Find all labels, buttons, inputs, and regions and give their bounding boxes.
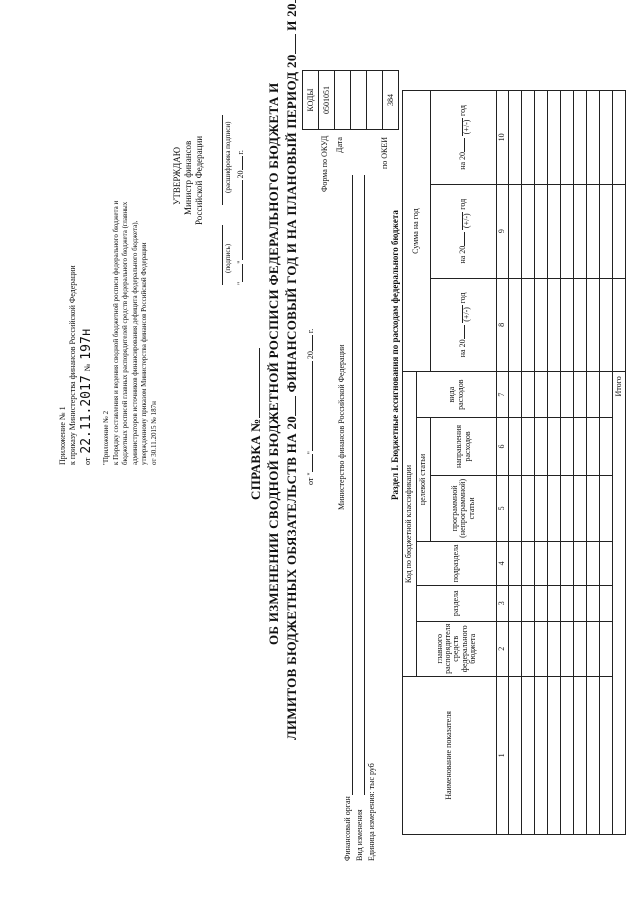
okei-value: 384 [383,71,399,130]
change-type-line [364,175,365,795]
budget-table [402,90,626,835]
col-direction-header: направления расходов [431,418,497,476]
codes-table [302,70,399,130]
table-row [561,91,574,835]
appendix2-line: администраторов источников финансирования дефицита федерального бюджета), [130,220,139,465]
sum-year1-header: на 20 (+/-) год [431,278,497,372]
appendix1-number-handwritten: 197н [79,328,94,360]
fin-organ-label: Финансовый орган [343,796,352,861]
appendix2-line: от 30.11.2015 № 187н [149,401,158,465]
appendix2-block [102,201,159,465]
col-razdel-header: раздела [417,585,497,621]
col-program-header: программной (непрограммной) статьи [431,475,497,541]
table-row [522,91,535,835]
approve-line2: Российской Федерации [194,135,204,225]
total-label: Итого [613,372,626,835]
okei-label: по ОКЕИ [380,136,389,169]
okud-value: 0501051 [319,71,335,130]
doc-title-number: СПРАВКА № [248,348,264,500]
doc-title-line2: ОБ ИЗМЕНЕНИИ СВОДНОЙ БЮДЖЕТНОЙ РОСПИСИ ФЕДЕРАЛЬНОГО БЮДЖЕТА И [266,82,281,645]
table-row [509,91,522,835]
column-number: 10 [497,91,509,185]
approve-date-line: "" 20 г. [236,150,245,285]
blank-code [351,71,367,130]
approve-line1: Министр финансов [183,140,193,215]
appendix2-line: утвержденному приказом Министерства финансов Российской Федерации [140,242,148,465]
column-number: 4 [497,541,509,585]
approve-decode-caption: (расшифровка подписи) [224,121,232,193]
table-row [600,91,613,835]
column-number: 3 [497,585,509,621]
appendix2-line: к Порядку составления и ведения сводной бюджетной росписи федерального бюджета и [111,200,120,465]
col-name-header: Наименование показателя [403,676,497,834]
sum-year3-header: на 20 (+/-) год [431,91,497,185]
column-number: 8 [497,278,509,372]
appendix1-from: от [83,457,92,465]
change-type-label: Вид изменения [355,809,364,861]
section-title: Раздел I. Бюджетные ассигнования по расходам федерального бюджета [390,210,400,500]
unit-label: Единица измерения: тыс руб [367,763,376,861]
table-row [574,91,587,835]
approve-title: УТВЕРЖДАЮ [172,146,182,205]
column-number: 5 [497,475,509,541]
doc-title-line3: ЛИМИТОВ БЮДЖЕТНЫХ ОБЯЗАТЕЛЬСТВ НА 20 ФИНАНСОВЫЙ ГОД И НА ПЛАНОВЫЙ ПЕРИОД 20 И 20 [284,0,300,740]
col-vid-header: вида расходов [417,372,497,418]
approve-decode-line [222,115,223,205]
table-row [548,91,561,835]
group-code-header: Код по бюджетной классификации [403,372,417,677]
column-number: 1 [497,676,509,834]
appendix1-title: Приложение № 1 [58,406,67,465]
column-number: 7 [497,372,509,418]
date-value [335,71,351,130]
sum-year2-header: на 20 (+/-) год [431,184,497,278]
group-target-header: целевой статьи [417,418,431,542]
column-number: 2 [497,621,509,676]
fin-organ-value: Министерство финансов Российской Федерации [337,344,346,510]
appendix1-no: № [83,363,92,372]
appendix1-date-handwritten: 22.11.2017 [79,375,94,454]
approve-sign-line [222,225,223,285]
appendix1-order: к приказу Министерства финансов Российской Федерации [68,265,77,465]
appendix2-line: бюджетных росписей главных распорядителей средств федерального бюджета (главных [121,201,129,465]
appendix2-line: "Приложение № 2 [102,410,110,465]
fin-organ-line [352,175,353,795]
col-podrazdel-header: подраздела [417,541,497,585]
total-row [613,91,626,835]
approve-sign-caption: (подпись) [224,243,232,273]
column-number: 9 [497,184,509,278]
group-sum-header: Сумма на год [403,91,431,372]
blank-code [367,71,383,130]
date-label: Дата [335,137,344,153]
table-row [535,91,548,835]
codes-header: КОДЫ [303,71,319,130]
column-number: 6 [497,418,509,476]
col-gr-header: главного распорядителя средств федерального бюджета [417,621,497,676]
okud-label: Форма по ОКУД [320,135,329,192]
table-row [587,91,600,835]
column-numbers-row [497,91,509,835]
doc-date-line: от "" 20 г. [306,328,315,485]
